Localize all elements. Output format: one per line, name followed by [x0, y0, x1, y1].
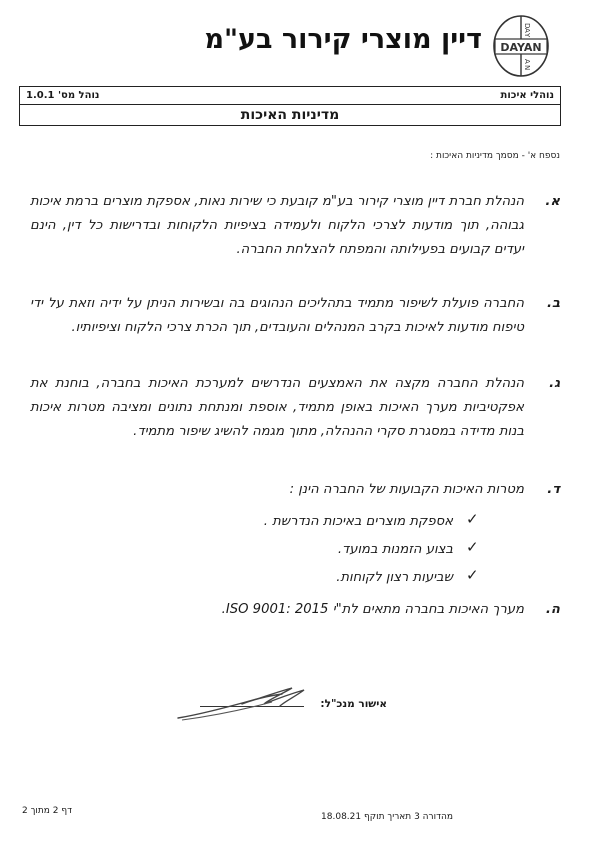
procedure-category: נוהלי איכות [500, 90, 554, 101]
paragraph-marker: ד. [547, 482, 560, 497]
paragraph-marker: ה. [545, 602, 560, 617]
quality-goal-item: שביעות רצון לקוחות. [336, 570, 453, 585]
paragraph-marker: א. [545, 194, 560, 209]
checkmark-icon: ✓ [466, 566, 479, 584]
paragraph-marker: ב. [546, 296, 560, 311]
checkmark-icon: ✓ [466, 538, 479, 556]
logo-text: DAYAN [500, 41, 542, 54]
paragraph-text: מערך האיכות בחברה מתאים לת"י ISO 9001: 2015. [221, 602, 524, 617]
appendix-label: נספח א' - מסמך מדיניות האיכות : [430, 151, 560, 161]
page-number: דף 2 מתוך 2 [22, 806, 73, 816]
paragraph-a [30, 190, 560, 262]
svg-text:A: A [523, 59, 531, 64]
quality-goal-item: אספקת מוצרים באיכות הנדרשת . [263, 514, 453, 529]
document-header-table [19, 86, 561, 126]
procedure-number: נוהל מס' 1.0.1 [26, 90, 100, 101]
svg-text:Y: Y [523, 33, 531, 38]
version-info: מהדורה 3 תאריך תוקף 18.08.21 [321, 812, 453, 822]
paragraph-b [30, 292, 560, 340]
paragraph-d [30, 478, 560, 502]
document-title: מדיניות האיכות [240, 107, 340, 123]
quality-goal-item: בצוע הזמנות במועד. [337, 542, 453, 557]
svg-text:N: N [523, 65, 531, 71]
checkmark-icon: ✓ [466, 510, 479, 528]
signature-icon [172, 680, 312, 724]
paragraph-text: מטרות האיכות הקבועות של החברה הינן : [289, 482, 524, 497]
company-name: דיין מוצרי קירור בע"מ [204, 24, 482, 55]
paragraph-c [30, 372, 560, 444]
ceo-approval-label: אישור מנכ"ל: [320, 698, 387, 710]
svg-text:A: A [523, 28, 531, 33]
paragraph-text: החברה פועלת לשיפור מתמיד בתהליכים הנהוגים בה ובשירות הניתן על ידיה וזאת על ידי טיפוח מודעות לאיכות בקרב המנהלים והעובדים, תוך הכרת צרכי הלקוח וציפיותיו. [30, 296, 524, 335]
document-header-row [20, 87, 560, 105]
paragraph-e [30, 598, 560, 622]
dayan-logo-icon [492, 14, 550, 78]
svg-text:D: D [523, 23, 531, 29]
paragraph-text: הנהלת החברה מקצה את האמצעים הנדרשים למערכת האיכות בחברה, בוחנת את אפקטיביות מערך האיכות באופן מתמיד, אוספת ומנתחת נתונים ומציבה מטרות איכות בנות מדידה במסגרת סקרי ההנהלה, מתוך מגמה להשיג שיפור מתמיד. [30, 376, 524, 439]
paragraph-text: הנהלת חברת דיין מוצרי קירור בע"מ קובעת כי שירות נאות, אספקת מוצרים ברמת איכות גבוהה, תוך מודעות לצרכי הלקוח ולעמידה בציפיות הלקוחות ובדרישות כל דין, הינם יעדים קבועים בפעילותה והמפתח להצלחת החברה. [30, 194, 524, 257]
paragraph-marker: ג. [549, 376, 560, 391]
